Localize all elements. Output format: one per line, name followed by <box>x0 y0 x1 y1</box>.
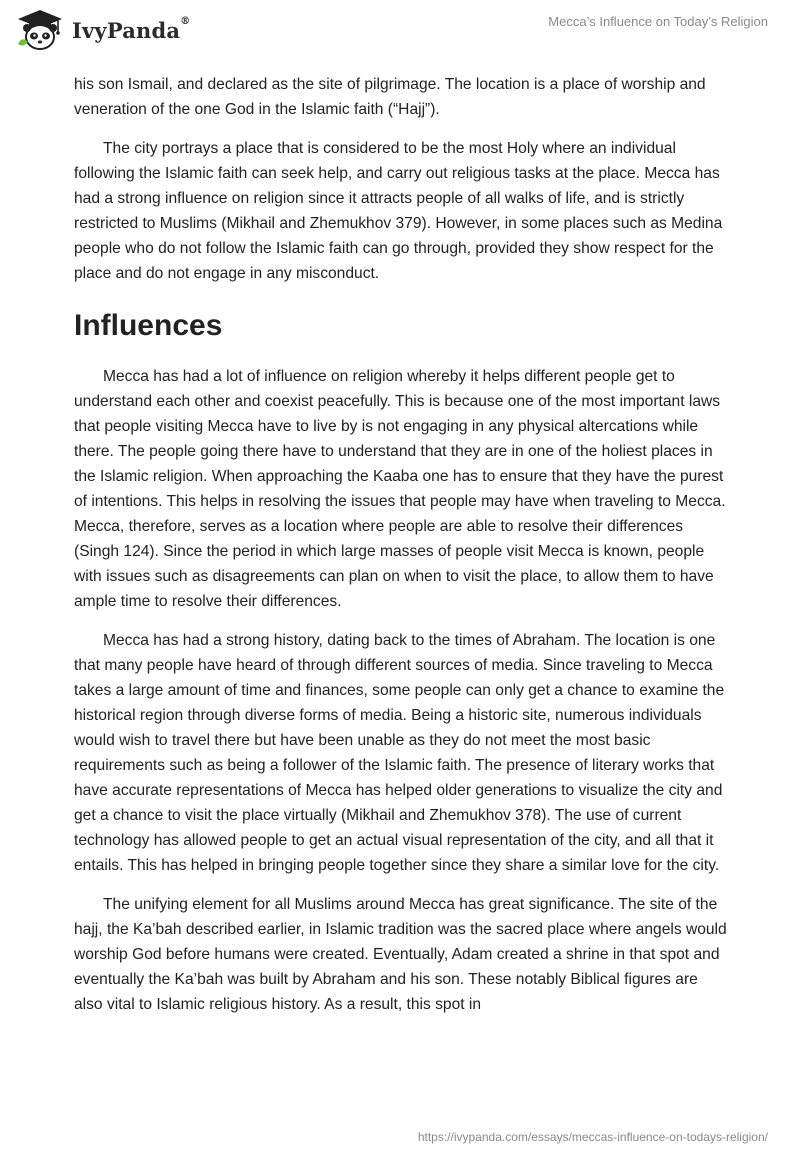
paragraph: his son Ismail, and declared as the site of pilgrimage. The location is a place of worship and veneration of the one God in the Islamic faith (“Hajj”). <box>74 76 706 118</box>
paragraph: The unifying element for all Muslims around Mecca has great significance. The site of the hajj, the Ka’bah described earlier, in Islamic tradition was the sacred place where angels would worship God before humans were created. Eventually, Adam created a shrine in that spot and eventually the Ka’bah was built by Abraham and his son. These notably Biblical figures are also vital to Islamic religious history. As a result, this spot in <box>74 896 727 1013</box>
paragraph: The city portrays a place that is considered to be the most Holy where an individual following the Islamic faith can seek help, and carry out religious tasks at the place. Mecca has had a strong influence on religion since it attracts people of all walks of life, and is strictly restricted to Muslims (Mikhail and Zhemukhov 379). However, in some places such as Medina people who do not follow the Islamic faith can go through, provided they show respect for the place and do not engage in any misconduct. <box>74 140 723 282</box>
essay-content <box>74 72 730 1031</box>
section-heading: Influences <box>74 309 223 342</box>
paragraph: Mecca has had a lot of influence on religion whereby it helps different people get to understand each other and coexist peacefully. This is because one of the most important laws that people visiting Mecca have to live by is not engaging in any physical altercations while there. The people going there have to understand that they are in one of the holiest places in the Islamic religion. When approaching the Kaaba one has to ensure that they have the purest of intentions. This helps in resolving the issues that people may have when traveling to Mecca. Mecca, therefore, serves as a location where people are able to resolve their differences (Singh 124). Since the period in which large masses of people visit Mecca is known, people with issues such as disagreements can plan on when to visit the place, to allow them to have ample time to resolve their differences. <box>74 368 726 610</box>
footer-url[interactable]: https://ivypanda.com/essays/meccas-influence-on-todays-religion/ <box>417 1130 768 1144</box>
document-title: Mecca’s Influence on Today’s Religion <box>548 14 768 29</box>
site-logo[interactable] <box>14 8 190 52</box>
page-header <box>0 0 800 60</box>
panda-graduate-icon <box>14 8 66 52</box>
logo-text: IvyPanda® <box>72 15 191 43</box>
paragraph: Mecca has had a strong history, dating back to the times of Abraham. The location is one that many people have heard of through different sources of media. Since traveling to Mecca takes a large amount of time and finances, some people can only get a chance to examine the historical region through diverse forms of media. Being a historic site, numerous individuals would wish to travel there but have been unable as they do not meet the most basic requirements such as being a follower of the Islamic faith. The presence of literary works that have accurate representations of Mecca has helped older generations to visualize the city and get a chance to visit the place virtually (Mikhail and Zhemukhov 378). The use of current technology has allowed people to get an actual visual representation of the city, and all that it entails. This has helped in bringing people together since they share a similar love for the city. <box>74 632 725 874</box>
